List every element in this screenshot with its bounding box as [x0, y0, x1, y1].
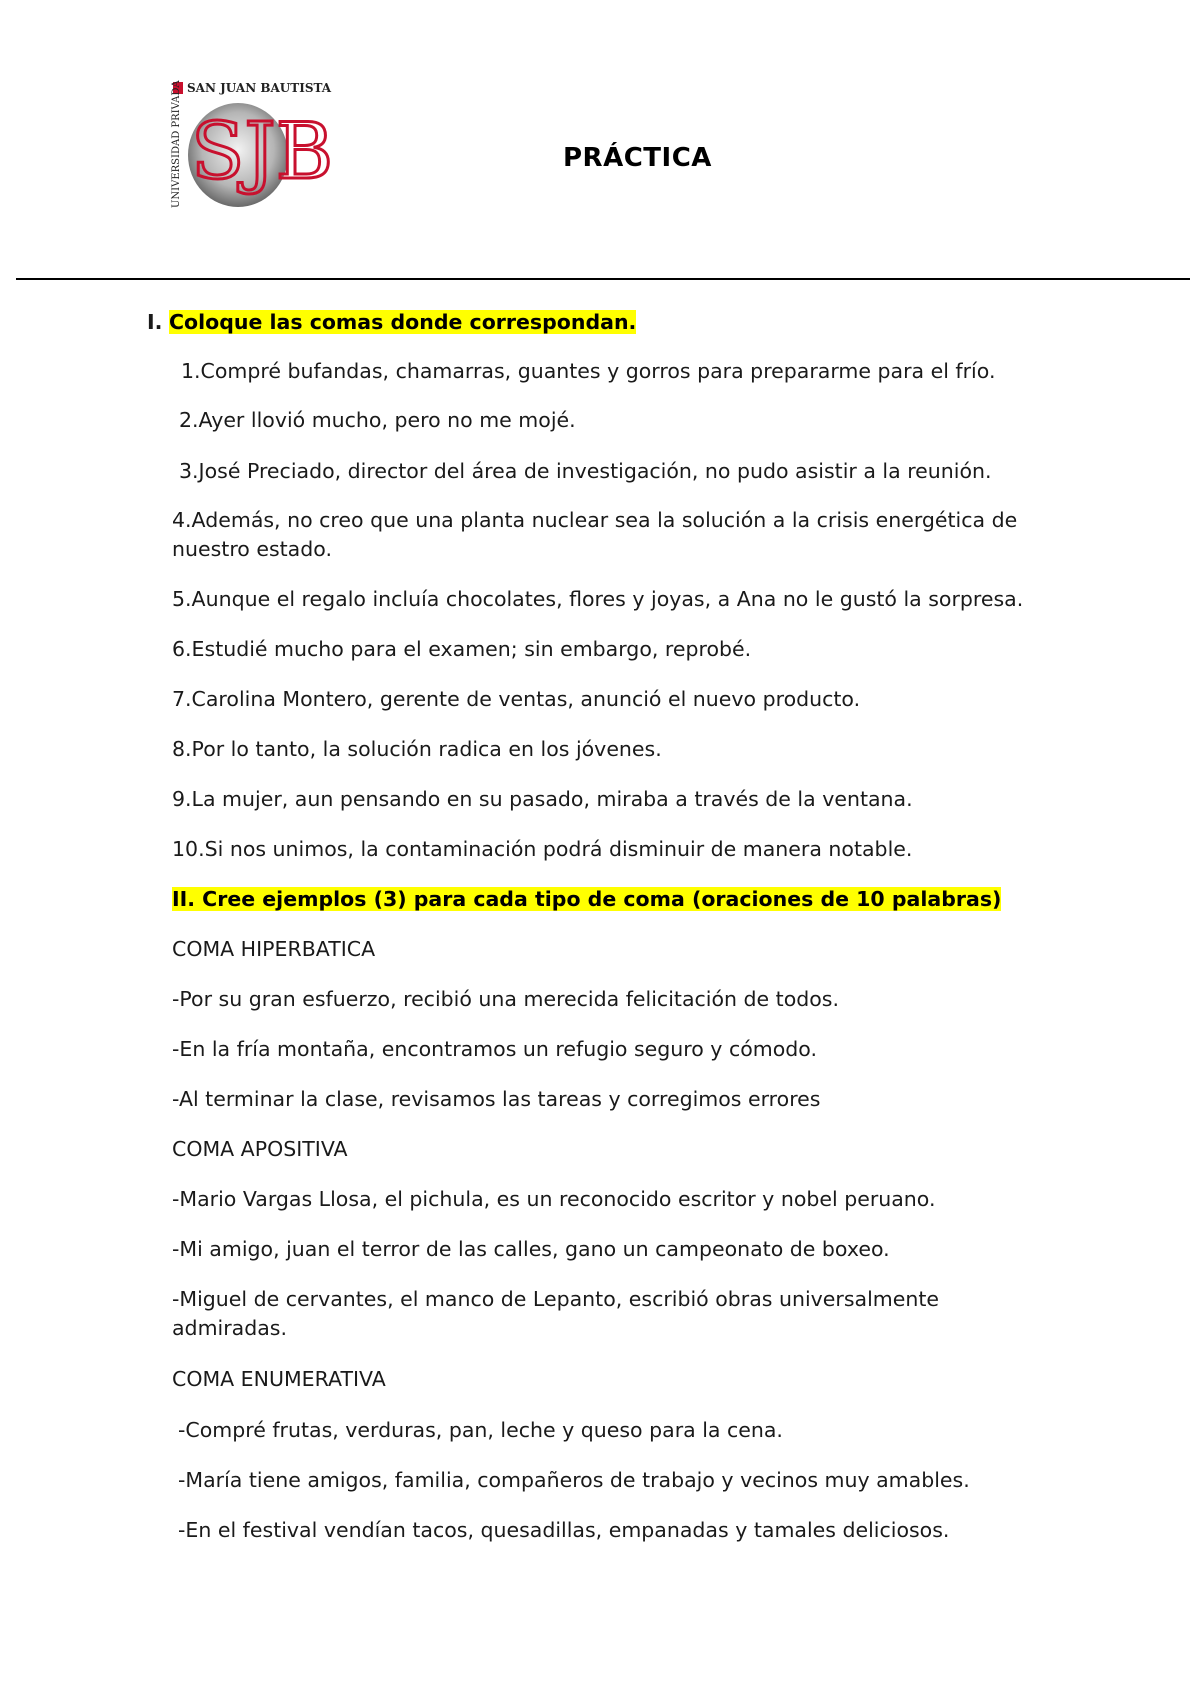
group-title-enumerativa: COMA ENUMERATIVA — [172, 1367, 386, 1391]
list-item: 7.Carolina Montero, gerente de ventas, anunció el nuevo producto. — [172, 687, 861, 711]
logo-top-text: SAN JUAN BAUTISTA — [187, 81, 332, 95]
list-item: nuestro estado. — [172, 537, 332, 561]
university-logo — [165, 80, 334, 210]
list-item: 6.Estudié mucho para el examen; sin embargo, reprobé. — [172, 637, 752, 661]
example-line: -Mi amigo, juan el terror de las calles, gano un campeonato de boxeo. — [172, 1237, 890, 1261]
list-item: 2.Ayer llovió mucho, pero no me mojé. — [179, 408, 576, 432]
list-item: 10.Si nos unimos, la contaminación podrá disminuir de manera notable. — [172, 837, 913, 861]
example-line: admiradas. — [172, 1316, 288, 1340]
logo-side-text: UNIVERSIDAD PRIVADA — [171, 80, 182, 208]
page-title: PRÁCTICA — [563, 143, 712, 173]
section-1-number: I. — [147, 310, 163, 334]
group-title-hiperbatica: COMA HIPERBATICA — [172, 937, 376, 961]
example-line: -Mario Vargas Llosa, el pichula, es un reconocido escritor y nobel peruano. — [172, 1187, 936, 1211]
list-item: 4.Además, no creo que una planta nuclear sea la solución a la crisis energética de — [172, 508, 1018, 532]
example-line: -Por su gran esfuerzo, recibió una merecida felicitación de todos. — [172, 987, 839, 1011]
list-item: 8.Por lo tanto, la solución radica en los jóvenes. — [172, 737, 662, 761]
example-line: -En el festival vendían tacos, quesadillas, empanadas y tamales deliciosos. — [178, 1518, 950, 1542]
list-item: 5.Aunque el regalo incluía chocolates, flores y joyas, a Ana no le gustó la sorpresa. — [172, 587, 1024, 611]
section-1-title: Coloque las comas donde correspondan. — [168, 310, 637, 334]
section-1-heading — [147, 308, 636, 336]
header-divider — [16, 278, 1190, 280]
list-item: 1.Compré bufandas, chamarras, guantes y gorros para prepararme para el frío. — [181, 359, 996, 383]
example-line: -Miguel de cervantes, el manco de Lepanto, escribió obras universalmente — [172, 1287, 939, 1311]
logo-initials: SJB — [191, 107, 334, 197]
list-item: 9.La mujer, aun pensando en su pasado, miraba a través de la ventana. — [172, 787, 913, 811]
example-line: -María tiene amigos, familia, compañeros de trabajo y vecinos muy amables. — [178, 1468, 970, 1492]
section-2-title: II. Cree ejemplos (3) para cada tipo de coma (oraciones de 10 palabras) — [172, 887, 1002, 911]
example-line: -Compré frutas, verduras, pan, leche y queso para la cena. — [178, 1418, 783, 1442]
section-2-heading — [172, 885, 1001, 913]
example-line: -Al terminar la clase, revisamos las tareas y corregimos errores — [172, 1087, 821, 1111]
list-item: 3.José Preciado, director del área de investigación, no pudo asistir a la reunión. — [179, 459, 992, 483]
group-title-apositiva: COMA APOSITIVA — [172, 1137, 348, 1161]
example-line: -En la fría montaña, encontramos un refugio seguro y cómodo. — [172, 1037, 817, 1061]
